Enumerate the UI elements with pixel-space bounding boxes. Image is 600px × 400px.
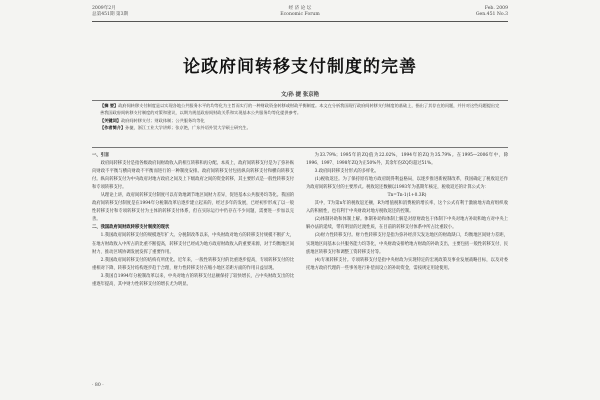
keywords-label: 【关键词】 [100, 117, 121, 123]
section-heading: 二、我国政府间财政转移支付制度的现状 [92, 225, 170, 231]
author-bio-label: 【作者简介】 [100, 124, 126, 130]
journal-name-en: Economic Forum [280, 12, 320, 17]
body-paragraph: (4)专项转移支付。专项转移支付是指中央财政为实现特定的宏观政策及事业发展战略目标，以及对委托地方政府代理的一些事务进行补偿而设立的补助资金，需按规定用途使用。 [306, 257, 508, 271]
author-bio-paragraph [100, 124, 500, 131]
body-paragraph: 为33.79%；1995年的ZQ值为22.02%，1994年的ZQ为35.79%。在1995—2006年中，除1996、1997、1998年ZQ为正50%外，其余年份ZQ均超过51%。 [306, 153, 508, 167]
header-center [0, 6, 600, 18]
body-paragraph: (2)体制补助和体制上解。体制补助和体制上解是对原财政包干体制下中央对地方补助和地方对中央上解办法的延续，带有明显的过渡性质，在目前的转移支付体系中所占比重较小。 [306, 217, 508, 231]
body-column-left [92, 152, 294, 289]
abstract-paragraph [100, 102, 500, 117]
body-paragraph: (1)税收返还。为了保持原有地方政府既得利益格局，以逐步推进新税制改革，我国确定了税收返还作为政府间转移支付的主要形式。税收返还数额以1993年为基期年核定，税收返还的计算公式为： [306, 177, 508, 191]
body-paragraph: 3.政府间转移支付形式的多样化。 [314, 169, 379, 175]
body-paragraph: 1.我国政府间转移支付的规模逐年扩大。分税制改革以来，中央财政对地方的转移支付规模不断扩大，在地方财政收入中所占的比重不断提高，转移支付已经成为地方政府财政收入的重要来源，对于均衡地区间财力、推动区域协调发展发挥了重要作用。 [92, 233, 294, 255]
keywords-text: 政府间转移支付；财政体制；公共服务均等化 [120, 117, 205, 123]
body-column-right [306, 152, 508, 273]
body-paragraph: 政府间转移支付是指各级政府间财政收入的相互转移和再分配。本质上，政府间转移支付是为了弥补纵向财政不平衡与横向财政不平衡而进行的一种制度安排。政府间转移支付包括纵向转移支付和横向转移支付。纵向转移支付为中央政府对地方政府之间及上下级政府之间的资金转移，其主要形式是一般性转移支付和专项转移支付。 [92, 161, 294, 191]
abstract-block [100, 102, 500, 131]
header-divider [92, 21, 508, 22]
header-issue-en: Gen.451 No.3 [475, 12, 508, 17]
abstract-text: 政府间转移支付制度是以实现各地公共服务水平的均等化为主旨而实行的一种财政资金转移或财政平衡制度。本文在分析我国现行政府间转移支付制度的基础上，指出了其存在的问题，并针对这些问题提出完善我国政府间转移支付制度的对策和建议，以期为规范政府间财政关系和实现基本公共服务均等化提供参考。 [100, 103, 500, 116]
body-paragraph: 3.我国自1994年分税制改革以来，中央对地方的转移支付总额保持了较快增长，占中央财政支出的比重逐年提高，其中财力性转移支付的增长尤为明显。 [92, 273, 294, 287]
article-authors: 文/孙 捷 张京艳 [280, 92, 320, 98]
section-heading: 一、引言 [92, 153, 110, 158]
abstract-top-divider [92, 100, 508, 101]
author-bio-text: 孙捷，浙江工业大学讲师；张京艳，广东外语外贸大学硕士研究生。 [125, 124, 251, 130]
header-date-en: Feb. 2009 [484, 6, 508, 11]
body-paragraph: (3)财力性转移支付。财力性转移支付是指为弥补经济欠发达地区的财政缺口，均衡地区间财力差距，实现地区间基本公共服务能力均等化，中央财政安排给地方财政的补助支出，主要包括一般性转移支付、民族地区转移支付和调整工资转移支付等。 [306, 233, 508, 255]
header-issue: 总第451期 第3期 [92, 12, 129, 17]
body-paragraph: 从理论上讲，政府间转移支付制度可以有效地调节地区间财力差异，促进基本公共服务均等化。我国的政府间转移支付制度是在1994年分税制改革后逐步建立起来的，经过多年的发展，已经初步形成了以一般性转移支付和专项转移支付为主体的转移支付体系，但在实际运行中仍存在不少问题，需要进一步加以完善。 [92, 193, 294, 223]
page-number: · 80 · [92, 383, 104, 388]
formula: Tn=Tn-1(1+0.3R) [387, 193, 427, 199]
article-title: 论政府间转移支付制度的完善 [183, 57, 417, 77]
header-right [476, 6, 508, 18]
header-date: 2009年2月 [92, 6, 116, 11]
abstract-label: 【摘 要】 [100, 103, 119, 108]
keywords-paragraph [100, 117, 500, 124]
body-paragraph: 其中，T为第n年的税收返还额，R为增值税和消费税的增长率，这个公式有利于激励地方政府组织收入的积极性，也有利于中央财政对地方税收返还的控制。 [306, 201, 508, 215]
abstract-bottom-divider [92, 147, 508, 148]
body-paragraph: 2.我国政府间转移支付的结构有所优化。近年来，一般性转移支付的比重逐步提高，专项转移支付的比重相对下降，转移支付结构逐步趋于合理，财力性转移支付在缩小地区差距方面的作用日益显现。 [92, 257, 294, 271]
journal-name: 经 济 论 坛 [288, 6, 312, 11]
